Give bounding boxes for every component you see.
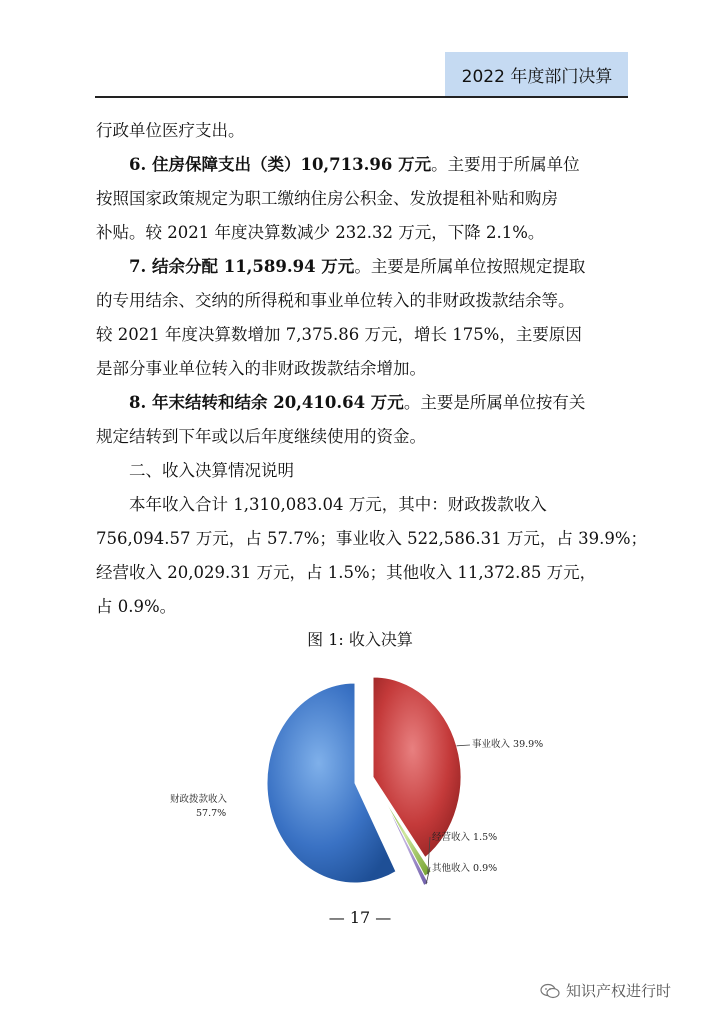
header-title: 2022 年度部门决算 <box>461 67 613 87</box>
pie-label-qita: 其他收入 0.9% <box>432 863 498 874</box>
text-line <box>96 250 636 284</box>
paragraph-surplus <box>96 250 636 386</box>
paragraph-carryover <box>96 386 636 454</box>
paragraph-housing <box>96 148 636 250</box>
text-line: 是部分事业单位转入的非财政拨款结余增加。 <box>96 359 426 378</box>
text-line: 756,094.57 万元，占 57.7%；事业收入 522,586.31 万元，占 39.9%； <box>96 529 648 548</box>
wechat-icon <box>540 983 560 999</box>
watermark-text: 知识产权进行时 <box>566 982 672 1000</box>
text-line: 本年收入合计 1,310,083.04 万元，其中：财政拨款收入 <box>129 495 547 514</box>
income-pie-chart <box>160 665 580 905</box>
item-heading-carryover: 8. 年末结转和结余 20,410.64 万元 <box>129 393 404 412</box>
text-fragment: 。主要用于所属单位 <box>431 155 580 174</box>
text-line: 按照国家政策规定为职工缴纳住房公积金、发放提租补贴和购房 <box>96 189 558 208</box>
item-heading-housing: 6. 住房保障支出（类）10,713.96 万元 <box>129 155 432 174</box>
text-line <box>96 148 636 182</box>
section-heading-text: 二、收入决算情况说明 <box>129 461 294 480</box>
pie-label-caizheng: 财政拨款收入 <box>170 794 228 805</box>
pie-label-caizheng-pct: 57.7% <box>196 808 227 819</box>
watermark <box>540 980 671 1001</box>
pie-label-jingying: 经营收入 1.5% <box>432 832 498 843</box>
text-line: 行政单位医疗支出。 <box>96 121 245 140</box>
paragraph-medical <box>96 114 636 148</box>
item-heading-surplus: 7. 结余分配 11,589.94 万元 <box>129 257 355 276</box>
header-rule <box>95 96 628 98</box>
page-number: — 17 — <box>328 908 392 927</box>
text-line: 规定结转到下年或以后年度继续使用的资金。 <box>96 427 426 446</box>
figure-caption: 图 1: 收入决算 <box>307 630 413 649</box>
text-line: 占 0.9%。 <box>96 597 177 616</box>
text-line: 较 2021 年度决算数增加 7,375.86 万元，增长 175%，主要原因 <box>96 325 582 344</box>
text-line: 补贴。较 2021 年度决算数减少 232.32 万元，下降 2.1%。 <box>96 223 545 242</box>
text-fragment: 。主要是所属单位按照规定提取 <box>354 257 586 276</box>
text-line: 经营收入 20,029.31 万元，占 1.5%；其他收入 11,372.85 万元， <box>96 563 597 582</box>
paragraph-income <box>96 488 648 624</box>
slice-shiye <box>373 677 461 858</box>
text-line <box>96 386 636 420</box>
text-fragment: 。主要是所属单位按有关 <box>403 393 586 412</box>
leader-line <box>457 745 470 746</box>
text-line: 的专用结余、交纳的所得税和事业单位转入的非财政拨款结余等。 <box>96 291 575 310</box>
pie-label-shiye: 事业收入 39.9% <box>472 739 544 750</box>
section-heading <box>96 454 636 488</box>
